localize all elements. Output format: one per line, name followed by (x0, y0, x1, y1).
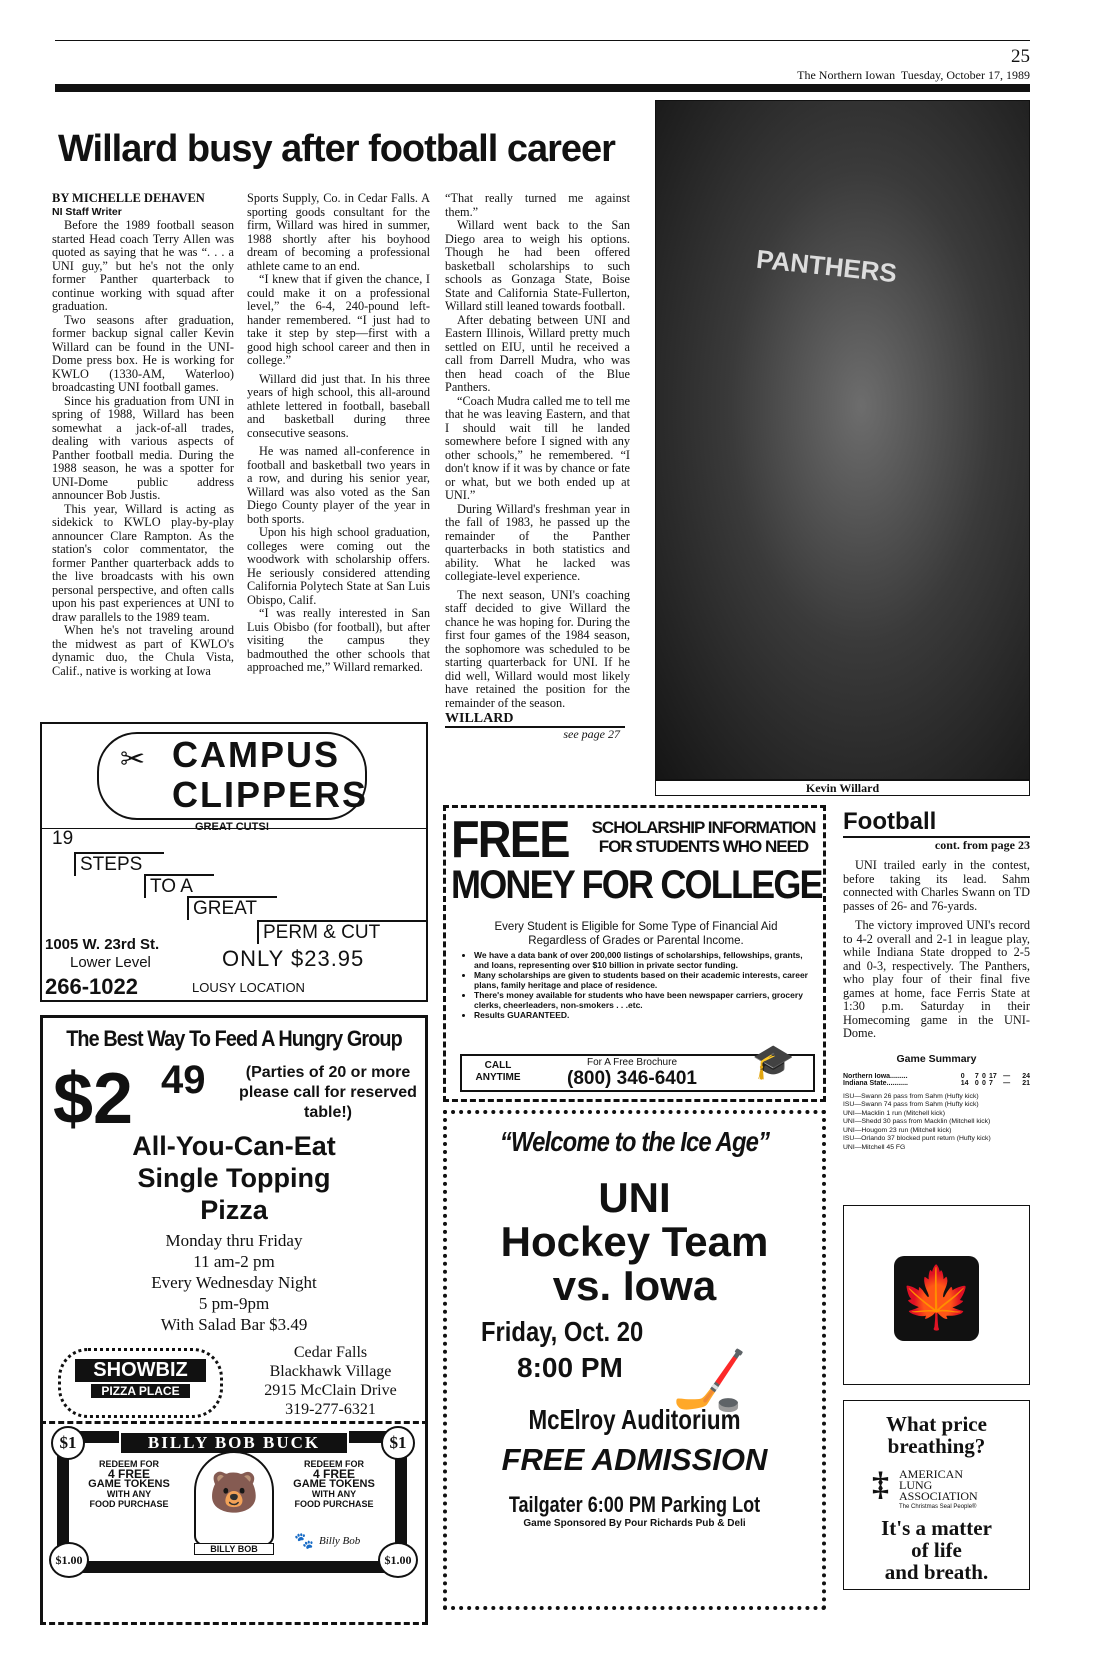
lung-answer: of life (911, 1538, 962, 1562)
q: 0 (974, 1079, 979, 1087)
q: 0 (981, 1079, 986, 1087)
coupon-text: GAME TOKENS (88, 1478, 170, 1490)
coupon-text: FOOD PURCHASE (89, 1499, 169, 1509)
coupon-text: REDEEM FOR (303, 1459, 364, 1469)
paragraph: Before the 1989 football season started Head coach Terry Allen was quoted as saying that he was “. . . a UNI guy,” but he's not the only former Panther quarterback to continue working with squad after graduation. (52, 218, 234, 313)
graduate-icon: 🎓 (752, 1043, 795, 1081)
jersey-lettering: PANTHERS (754, 243, 899, 289)
steps-word: STEPS (74, 852, 164, 876)
article-column-2 (247, 192, 430, 675)
scoring-play: ISU—Swann 26 pass from Sahm (Hufty kick) (843, 1092, 979, 1100)
offer-line: Single Topping (137, 1163, 331, 1193)
clippers-price: ONLY $23.95 (222, 946, 365, 971)
paragraph: The victory improved UNI's record to 4-2 overall and 2-1 in league play, while Indiana State dropped to 2-5 and 0-3, respectively. The Panthers, who play four of their final five games at home, face Ferris State at 1:30 p.m. Saturday in their Homecoming game in the UNI-Dome. (843, 918, 1030, 1040)
offer-line: Pizza (200, 1195, 268, 1225)
team: Northern Iowa......... (843, 1072, 908, 1080)
hockey-line: vs. Iowa (552, 1262, 717, 1309)
address-line: Blackhawk Village (269, 1363, 392, 1380)
billy-bob-buck-coupon[interactable] (40, 1421, 428, 1625)
address-line: 2915 McClain Drive (264, 1382, 397, 1399)
showbiz-pizza-ad (40, 1015, 428, 1622)
money-heading: MONEY FOR COLLEGE (451, 863, 822, 907)
coupon-text: FOOD PURCHASE (294, 1499, 374, 1509)
paw-icon: 🐾 (294, 1533, 314, 1550)
coupon-denomination: $1.00 (378, 1542, 418, 1578)
hockey-admission: FREE ADMISSION (501, 1442, 768, 1477)
schedule-line: Every Wednesday Night (151, 1273, 317, 1292)
maple-leaf-ad (843, 1205, 1030, 1385)
q: 17 (989, 1072, 997, 1080)
hockey-line: Hockey Team (500, 1218, 769, 1265)
schedule-line: With Salad Bar $3.49 (160, 1315, 308, 1334)
steps-text: GREAT (187, 896, 277, 920)
brochure-label: For A Free Brochure (586, 1057, 678, 1068)
game-summary-title: Game Summary (896, 1052, 977, 1065)
scoring-play: ISU—Swann 74 pass from Sahm (Hufty kick) (843, 1101, 979, 1108)
steps-text: PERM & CUT (257, 920, 428, 944)
clippers-name-1: CAMPUS (172, 734, 341, 775)
lung-question: What price (886, 1412, 987, 1436)
clippers-address-level: Lower Level (70, 954, 151, 971)
call-box (460, 1043, 815, 1092)
scissors-logo-icon: ✂ (120, 743, 146, 776)
hockey-line: UNI (598, 1174, 671, 1221)
lung-org: AMERICAN (899, 1467, 964, 1481)
hockey-ad (443, 1110, 826, 1610)
paragraph: Upon his high school graduation, colleges were coming out the woodwork with scholarship offers. He seriously considered attending California Polytech State at San Luis Obispo, Calif. (247, 525, 430, 607)
hockey-date: Friday, Oct. 20 (481, 1316, 644, 1347)
free-heading: FREE (451, 811, 569, 869)
bullet-item: • Many scholarships are given to students based on their academic interests, career plans, family heritage and place of residence. (474, 970, 816, 990)
paragraph: Willard went back to the San Diego area to weigh his options. Though he had been offered basketball scholarships to such schools as Gonzaga State, Boise State and California State-Fullerton, Willard still leaned towards football. (445, 218, 630, 313)
address-line: Cedar Falls (293, 1344, 368, 1361)
paragraph: When he's not traveling around the midwest as part of KWLO's dynamic duo, the Chula Vista, Calif., native is working at Iowa (52, 623, 234, 678)
q: 7 (989, 1079, 993, 1087)
paragraph: “Coach Mudra called me to tell me that he was leaving Eastern, and that I should wait till he landed somewhere before I signed with any other schools,” he remembered. “I don't know if it was by chance or fate or what, but we both ended up at UNI.” (445, 393, 630, 502)
coupon-text: WITH ANY (106, 1489, 152, 1499)
clippers-address: 1005 W. 23rd St. (45, 936, 160, 953)
schedule-line: 5 pm-9pm (198, 1294, 270, 1313)
price-dollars: $2 (53, 1059, 134, 1139)
coupon-text: 4 FREE (107, 1467, 150, 1481)
bullet-item: • There's money available for students who have been newspaper carriers, grocery clerks, cheerleaders, non-smokers . . .etc. (474, 990, 816, 1010)
coupon-text: WITH ANY (311, 1489, 357, 1499)
lung-org: ASSOCIATION (899, 1489, 978, 1503)
coupon-title: BILLY BOB BUCK (119, 1431, 349, 1455)
football-continued: cont. from page 23 (934, 838, 1030, 852)
schedule-line: 11 am-2 pm (193, 1252, 275, 1271)
double-cross-icon: ‡ (872, 1466, 889, 1503)
showbiz-headline: The Best Way To Feed A Hungry Group (66, 1026, 402, 1051)
scholarship-ad (443, 805, 826, 1102)
scholarship-lead: Every Student is Eligible for Some Type of Financial Aid Regardless of Grades or Parental Income. (494, 921, 778, 947)
coupon-denomination: $1.00 (49, 1542, 89, 1578)
price-note: (Parties of 20 or more please call for reserved table!) (239, 1064, 417, 1121)
coupon-character-name: BILLY BOB (194, 1543, 274, 1555)
scholarship-subheading: SCHOLARSHIP INFORMATION FOR STUDENTS WHO NEED (591, 818, 816, 856)
photo-kevin-willard (655, 100, 1030, 780)
logo-text: PIZZA PLACE (91, 1384, 190, 1398)
football-column (843, 808, 1030, 1152)
clippers-phone: 266-1022 (45, 974, 138, 999)
lung-answer: and breath. (884, 1560, 989, 1584)
total: 21 (1022, 1079, 1030, 1087)
bullet-item: • Results GUARANTEED. (474, 1010, 816, 1020)
paragraph: Since his graduation from UNI in spring of 1988, Willard has been somewhat a jack-of-all trades, dealing with various aspects of Panther football media. During the 1988 season, he was a spotter for UNI-Dome public address announcer Bob Justis. (52, 393, 234, 502)
top-rule (55, 40, 1030, 41)
photo-caption: Kevin Willard (655, 780, 1030, 796)
paragraph: Two seasons after graduation, former backup signal caller Kevin Willard can be found in the UNI-Dome press box. He is working for KWLO (1330-AM, Waterloo) broadcasting UNI football games. (52, 312, 234, 394)
schedule-line: Monday thru Friday (165, 1231, 303, 1250)
coupon-denomination: $1 (381, 1426, 415, 1460)
hockey-tailgate: Tailgater 6:00 PM Parking Lot (508, 1492, 761, 1517)
coupon-text: GAME TOKENS (293, 1478, 375, 1490)
maple-leaf-icon: 🍁 (894, 1256, 979, 1341)
paragraph: During Willard's freshman year in the fall of 1983, he passed up the remainder of the Panther quarterbacks in both statistics and ability. What he lacked was collegiate-level experience. (445, 501, 630, 583)
lung-org: LUNG (899, 1478, 933, 1492)
q: 0 (981, 1072, 986, 1080)
steps-text: TO A (144, 874, 214, 898)
scoring-play: UNI—Shedd 30 pass from Macklin (Mitchell kick) (843, 1118, 991, 1125)
score-table (843, 1073, 1030, 1087)
coupon-denomination: $1 (51, 1426, 85, 1460)
paragraph: He was named all-conference in football and basketball two years in a row, and during his senior year, Willard was also voted as the San Diego County player of the year in both sports. (247, 444, 430, 526)
total: 24 (1022, 1072, 1030, 1080)
clippers-name-2: CLIPPERS (172, 774, 369, 815)
page-number: 25 (1011, 46, 1030, 67)
logo-text: SHOWBIZ (75, 1359, 206, 1382)
lung-tagline: The Christmas Seal People® (899, 1504, 977, 1510)
scoring-play: ISU—Orlando 37 blocked punt return (Hufty kick) (843, 1135, 991, 1142)
hockey-time: 8:00 PM (517, 1352, 623, 1383)
call-anytime: CALL ANYTIME (475, 1060, 521, 1083)
hockey-quote: “Welcome to the Ice Age” (499, 1126, 770, 1157)
paragraph: “I knew that if given the chance, I could make it on a professional level,” the 6-4, 240-pound left-hander remembered. “I just had to take it step by step—first with a good high school career and then in college.” (247, 272, 430, 367)
campus-clippers-ad (40, 722, 428, 1002)
paragraph: Sports Supply, Co. in Cedar Falls. A sporting goods consultant for the firm, Willard was hired in summer, 1988 shortly after his boyhood dream of becoming a professional athlete came to an end. (247, 191, 430, 273)
scoring-play: UNI—Macklin 1 run (Mitchell kick) (843, 1109, 945, 1117)
football-title: Football (843, 808, 1030, 838)
team: Indiana State........... (843, 1079, 908, 1087)
article-column-1 (52, 192, 234, 678)
byline-role: NI Staff Writer (52, 205, 122, 218)
headline: Willard busy after football career (58, 128, 615, 170)
q: 0 (960, 1072, 965, 1080)
byline: BY MICHELLE DEHAVEN (52, 191, 205, 205)
paragraph: After debating between UNI and Eastern Illinois, Willard pretty much settled on EIU, until he received a call from Darrell Mudra, who was then head coach of the Blue Panthers. (445, 312, 630, 394)
dateline: The Northern Iowan Tuesday, October 17, 1989 (797, 68, 1030, 82)
jump-reference: see page 27 (563, 726, 620, 741)
hockey-sponsor: Game Sponsored By Pour Richards Pub & Deli (523, 1518, 746, 1529)
paragraph: The next season, UNI's coaching staff decided to give Willard the chance he was hoping for. During the first four games of the 1984 season, the sophomore was scheduled to be starting quarterback for UNI. If he did well, Willard would most likely have retained the position for the remainder of the season. (445, 587, 630, 710)
paragraph: “I was really interested in San Luis Obisbo (for football), but after visiting the campus they badmouthed the other schools that approached me,” Willard remarked. (247, 606, 430, 674)
coupon-text: REDEEM FOR (98, 1459, 159, 1469)
hockey-venue: McElroy Auditorium (528, 1404, 741, 1435)
offer-line: All-You-Can-Eat (132, 1131, 336, 1161)
showbiz-logo (58, 1348, 223, 1418)
scholarship-phone[interactable]: (800) 346-6401 (567, 1068, 697, 1089)
hockey-player-icon: 🏒 (672, 1347, 747, 1413)
article-column-3 (445, 192, 630, 741)
coupon-signature: Billy Bob (319, 1535, 361, 1547)
q: 14 (960, 1079, 969, 1087)
price-cents: 49 (161, 1058, 206, 1102)
lung-question: breathing? (887, 1434, 986, 1458)
score-row: Indiana State........... 14 0 0 7 — 21 (843, 1079, 1030, 1087)
scoring-play: UNI—Hougom 23 run (Mitchell kick) (843, 1126, 952, 1134)
billy-bob-portrait-icon: 🐻 (194, 1451, 274, 1546)
bullet-item: • We have a data bank of over 200,000 listings of scholarships, fellowships, grants, and loans, representing over $10 billion in private sector funding. (474, 950, 816, 970)
clippers-tagline: GREAT CUTS! (192, 821, 272, 833)
paragraph: Willard did just that. In his three years of high school, this all-around athlete lettered in football, baseball and basketball during three consecutive seasons. (247, 371, 430, 440)
clippers-location: LOUSY LOCATION (192, 980, 305, 995)
coupon-text: 4 FREE (312, 1467, 355, 1481)
score-row: Northern Iowa......... 0 7 0 17 — 24 (843, 1072, 1030, 1080)
paragraph: This year, Willard is acting as sidekick to KWLO play-by-play announcer Clare Rampton. As the station's color commentator, the former Panther quarterback adds to the live broadcasts with his own personal perspective, and often calls upon his past experiences at UNI to draw parallels to the 1989 team. (52, 501, 234, 624)
address-line: 319-277-6321 (285, 1401, 376, 1418)
steps-count: 19 (52, 828, 74, 849)
scoring-play: UNI—Mitchell 45 FG (843, 1143, 906, 1151)
q: 7 (974, 1072, 979, 1080)
masthead-bar (55, 84, 1030, 92)
lung-association-ad (843, 1400, 1030, 1590)
jump-label: WILLARD (445, 712, 625, 728)
lung-answer: It's a matter (881, 1516, 992, 1540)
paragraph: “That really turned me against them.” (445, 191, 630, 219)
paragraph: UNI trailed early in the contest, before taking its lead. Sahm connected with Charles Swann on TD passes of 26- and 76-yards. (843, 858, 1030, 913)
